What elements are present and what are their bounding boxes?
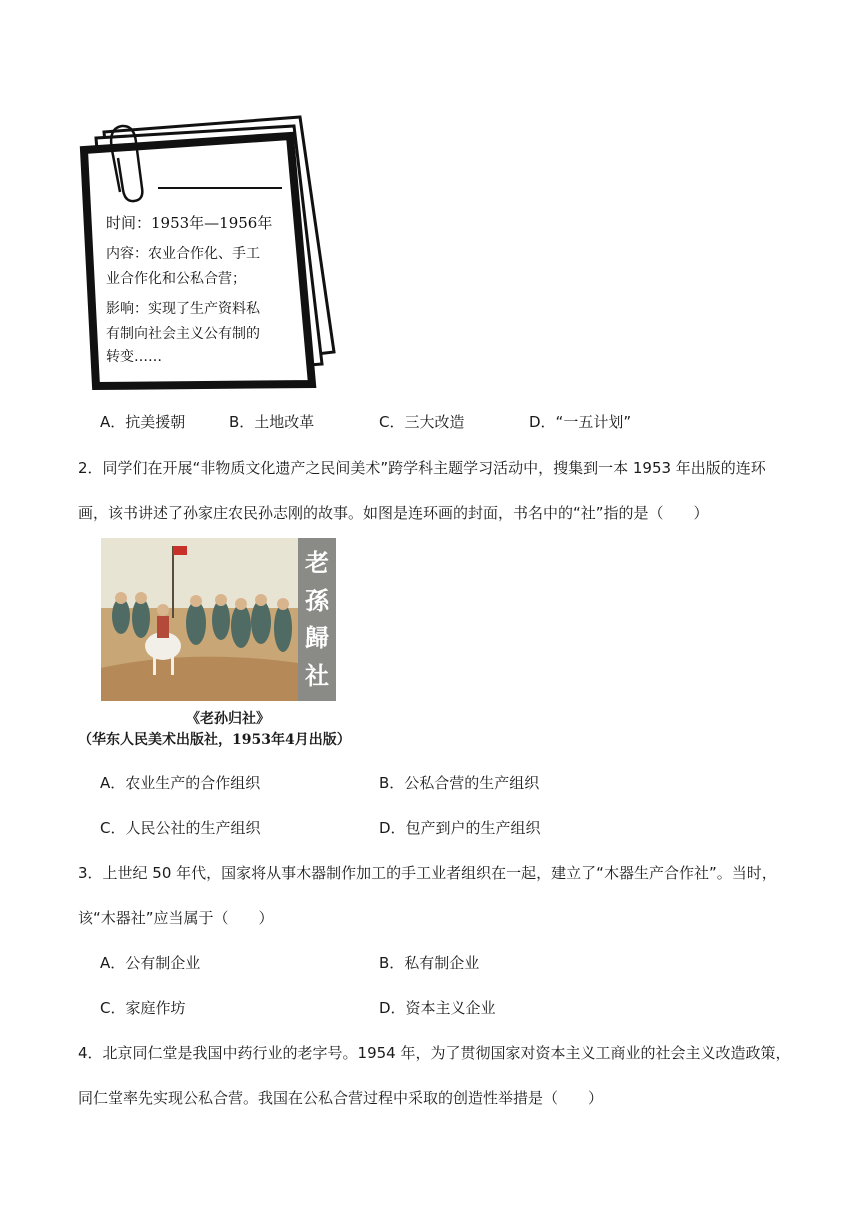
cover-caption-publisher: （华东人民美术出版社，1953年4月出版） (78, 732, 351, 748)
note-time: 时间：1953年—1956年 (106, 214, 273, 232)
q4-stem-line2: 同仁堂率先实现公私合营。我国在公私合营过程中采取的创造性举措是（ ） (78, 1089, 604, 1107)
q4-stem-line1: 4．北京同仁堂是我国中药行业的老字号。1954 年，为了贯彻国家对资本主义工商业的社会主义改造政策， (78, 1044, 791, 1062)
note-impact-1: 影响：实现了生产资料私 (106, 301, 260, 317)
q1-option-b[interactable]: B．土地改革 (229, 413, 315, 431)
q2-option-d[interactable]: D．包产到户的生产组织 (379, 819, 541, 837)
q3-stem-line1: 3．上世纪 50 年代，国家将从事木器制作加工的手工业者组织在一起，建立了“木器生产合作社”。当时， (78, 864, 777, 882)
note-impact-3: 转变…… (106, 349, 162, 365)
q2-option-c[interactable]: C．人民公社的生产组织 (100, 819, 261, 837)
q3-option-c[interactable]: C．家庭作坊 (100, 999, 186, 1017)
cover-caption-title: 《老孙归社》 (186, 711, 270, 727)
q2-option-b[interactable]: B．公私合营的生产组织 (379, 774, 540, 792)
q2-stem-line1: 2．同学们在开展“非物质文化遗产之民间美术”跨学科主题学习活动中，搜集到一本 1953 年出版的连环 (78, 459, 766, 477)
q3-stem-line2: 该“木器社”应当属于（ ） (78, 909, 274, 927)
cover-title-char-2: 孫 (305, 585, 329, 615)
q1-option-a[interactable]: A．抗美援朝 (100, 413, 186, 431)
cover-illustration (101, 538, 298, 701)
note-content-2: 业合作化和公私合营； (106, 271, 246, 287)
q1-option-c[interactable]: C．三大改造 (379, 413, 465, 431)
note-content-1: 内容：农业合作化、手工 (106, 246, 260, 262)
note-impact-2: 有制向社会主义公有制的 (106, 326, 260, 342)
q3-option-a[interactable]: A．公有制企业 (100, 954, 201, 972)
cover-title-strip (298, 538, 336, 701)
cover-title-char-3: 歸 (305, 623, 329, 653)
cover-title-char-4: 社 (305, 661, 329, 691)
q3-option-b[interactable]: B．私有制企业 (379, 954, 480, 972)
comic-cover-image (101, 538, 336, 701)
q2-stem-line2: 画，该书讲述了孙家庄农民孙志刚的故事。如图是连环画的封面，书名中的“社”指的是（ ） (78, 504, 709, 522)
q1-option-d[interactable]: D．“一五计划” (529, 413, 632, 431)
q3-option-d[interactable]: D．资本主义企业 (379, 999, 496, 1017)
q2-option-a[interactable]: A．农业生产的合作组织 (100, 774, 261, 792)
cover-title-char-1: 老 (305, 547, 329, 577)
